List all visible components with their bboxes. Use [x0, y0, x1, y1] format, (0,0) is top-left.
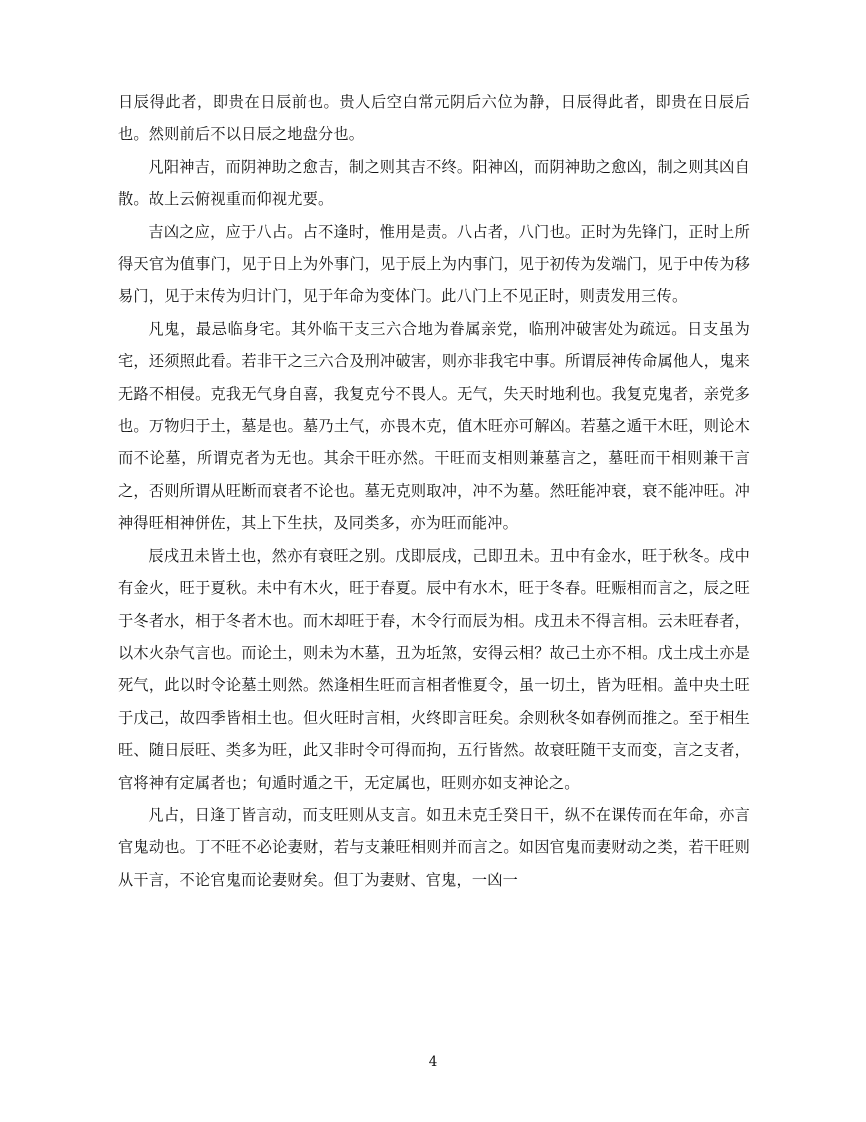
paragraph: 凡鬼，最忌临身宅。其外临干支三六合地为眷属亲党，临刑冲破害处为疏远。日支虽为宅，还须照此看。若非干之三六合及刑冲破害，则亦非我宅中事。所谓辰神传命属他人，鬼来无路不相侵。克我无气身自喜，我复克兮不畏人。无气，失天时地利也。我复克鬼者，亲党多也。万物归于土，墓是也。墓乃土气，亦畏木克，值木旺亦可解凶。若墓之遁干木旺，则论木而不论墓，所谓克者为无也。其余干旺亦然。干旺而支相则兼墓言之，墓旺而干相则兼干言之，否则所谓从旺断而衰者不论也。墓无克则取冲，冲不为墓。然旺能冲衰，衰不能冲旺。冲神得旺相神併佐，其上下生扶，及同类多，亦为旺而能冲。: [118, 319, 750, 533]
paragraph: 凡占，日逢丁皆言动，而支旺则从支言。如丑未克壬癸日干，纵不在课传而在年命，亦言官鬼动也。丁不旺不必论妻财，若与支兼旺相则并而言之。如因官鬼而妻财动之类，若干旺则从干言，不论官鬼而论妻财矣。但丁为妻财、官鬼，一凶一: [118, 805, 750, 889]
paragraph: 吉凶之应，应于八占。占不逢时，惟用是责。八占者，八门也。正时为先锋门，正时上所得天官为值事门，见于日上为外事门，见于辰上为内事门，见于初传为发端门，见于中传为移易门，见于末传为归计门，见于年命为变体门。此八门上不见正时，则责发用三传。: [118, 222, 750, 306]
paragraph: 辰戌丑未皆土也，然亦有衰旺之别。戊即辰戌，己即丑未。丑中有金水，旺于秋冬。戌中有金火，旺于夏秋。未中有木火，旺于春夏。辰中有水木，旺于冬春。旺赈相而言之，辰之旺于冬者水，相于冬者木也。而木却旺于春，木令行而辰为相。戌丑未不得言相。云未旺春者，以木火杂气言也。而论土，则未为木墓，丑为坵煞，安得云相？故己土亦不相。戊土戌土亦是死气，此以时令论墓土则然。然逢相生旺而言相者惟夏令，虽一切土，皆为旺相。盖中央土旺于戊己，故四季皆相土也。但火旺时言相，火终即言旺矣。余则秋冬如春例而推之。至于相生旺、随日辰旺、类多为旺，此又非时令可得而拘，五行皆然。故衰旺随干支而变，言之支者，官将神有定属者也；旬遁时遁之干，无定属也，旺则亦如支神论之。: [118, 546, 750, 792]
page-body: [118, 86, 750, 896]
paragraph: 日辰得此者，即贵在日辰前也。贵人后空白常元阴后六位为静，日辰得此者，即贵在日辰后也。然则前后不以日辰之地盘分也。: [118, 93, 750, 144]
page-number: 4: [428, 1054, 438, 1070]
paragraph: 凡阳神吉，而阴神助之愈吉，制之则其吉不终。阳神凶，而阴神助之愈凶，制之则其凶自散。故上云俯视重而仰视尤要。: [118, 157, 750, 209]
